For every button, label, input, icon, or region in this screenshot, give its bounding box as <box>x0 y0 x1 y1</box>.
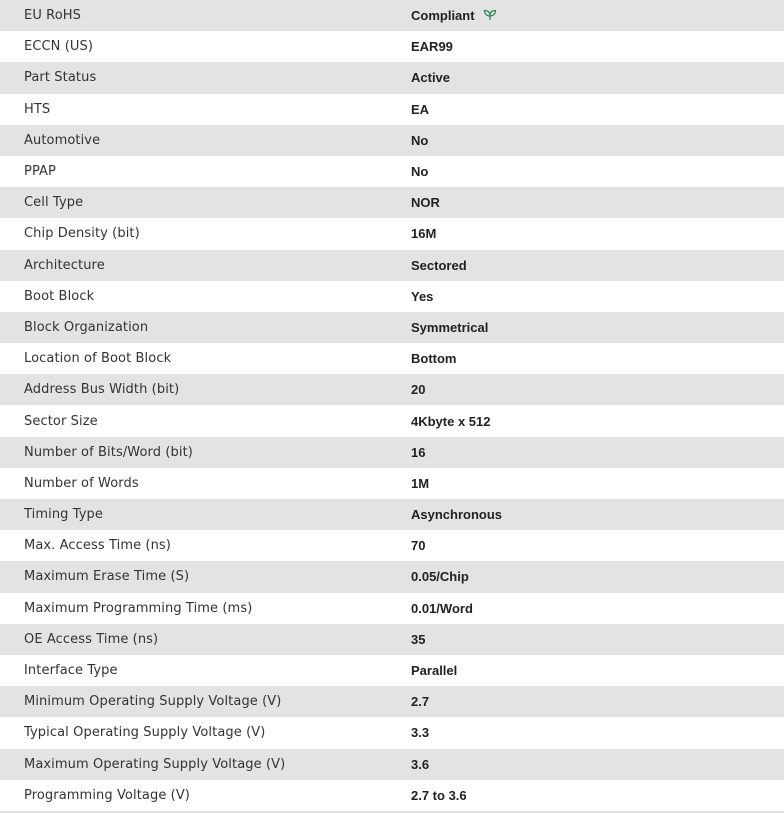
spec-label: Part Status <box>24 70 97 86</box>
spec-value: 3.3 <box>411 725 430 741</box>
spec-row <box>0 125 784 156</box>
spec-row <box>0 156 784 187</box>
spec-value: 20 <box>411 382 426 398</box>
spec-value: No <box>411 164 429 180</box>
spec-label: Number of Bits/Word (bit) <box>24 444 193 460</box>
spec-label: Max. Access Time (ns) <box>24 538 171 554</box>
spec-label: Maximum Operating Supply Voltage (V) <box>24 756 286 772</box>
spec-row <box>0 686 784 717</box>
spec-value: Bottom <box>411 351 457 367</box>
spec-row <box>0 94 784 125</box>
spec-row <box>0 624 784 655</box>
spec-row <box>0 468 784 499</box>
spec-row <box>0 437 784 468</box>
spec-label: Block Organization <box>24 319 149 335</box>
spec-row <box>0 218 784 249</box>
spec-row <box>0 655 784 686</box>
spec-label: Minimum Operating Supply Voltage (V) <box>24 694 282 710</box>
spec-row <box>0 749 784 780</box>
spec-value: Sectored <box>411 257 467 273</box>
spec-value: No <box>411 132 429 148</box>
spec-row <box>0 62 784 93</box>
spec-row <box>0 187 784 218</box>
spec-value: 3.6 <box>411 756 430 772</box>
spec-label: Sector Size <box>24 413 98 429</box>
spec-label: Address Bus Width (bit) <box>24 382 180 398</box>
spec-value: Compliant <box>411 8 475 24</box>
spec-row <box>0 405 784 436</box>
spec-label: Chip Density (bit) <box>24 226 140 242</box>
spec-label: Cell Type <box>24 195 84 211</box>
spec-label: Programming Voltage (V) <box>24 787 190 803</box>
spec-value: 16 <box>411 444 426 460</box>
spec-row <box>0 374 784 405</box>
spec-value: 70 <box>411 538 426 554</box>
spec-value: Yes <box>411 288 434 304</box>
spec-label: Boot Block <box>24 288 95 304</box>
spec-label: Maximum Erase Time (S) <box>24 569 190 585</box>
spec-row <box>0 499 784 530</box>
spec-value: NOR <box>411 195 440 211</box>
spec-row <box>0 312 784 343</box>
spec-label: Number of Words <box>24 475 139 491</box>
spec-label: Maximum Programming Time (ms) <box>24 600 253 616</box>
spec-label: Automotive <box>24 132 101 148</box>
spec-label: EU RoHS <box>24 8 81 24</box>
spec-label: ECCN (US) <box>24 39 94 55</box>
spec-row <box>0 0 784 31</box>
spec-value: Symmetrical <box>411 319 489 335</box>
spec-value: 0.01/Word <box>411 600 473 616</box>
spec-row <box>0 561 784 592</box>
spec-value: 4Kbyte x 512 <box>411 413 491 429</box>
spec-value: Active <box>411 70 451 86</box>
spec-label: Location of Boot Block <box>24 351 172 367</box>
spec-value: Asynchronous <box>411 507 503 523</box>
spec-label: PPAP <box>24 164 56 180</box>
spec-value: Parallel <box>411 663 458 679</box>
spec-row <box>0 593 784 624</box>
spec-value: EA <box>411 101 430 117</box>
spec-label: Architecture <box>24 257 105 273</box>
spec-value: EAR99 <box>411 39 453 55</box>
spec-value: 2.7 <box>411 694 430 710</box>
spec-label: Interface Type <box>24 663 118 679</box>
spec-row <box>0 343 784 374</box>
spec-row <box>0 281 784 312</box>
spec-row <box>0 717 784 748</box>
spec-row <box>0 780 784 811</box>
spec-label: HTS <box>24 101 51 117</box>
spec-value: 1M <box>411 475 430 491</box>
spec-value: 0.05/Chip <box>411 569 469 585</box>
spec-value: 2.7 to 3.6 <box>411 787 467 803</box>
spec-value: 16M <box>411 226 437 242</box>
table-bottom-divider <box>0 811 784 813</box>
spec-label: Timing Type <box>24 507 104 523</box>
spec-value-cell <box>411 0 784 31</box>
spec-row <box>0 31 784 62</box>
leaf-icon <box>483 9 497 21</box>
spec-label: Typical Operating Supply Voltage (V) <box>24 725 266 741</box>
spec-row <box>0 250 784 281</box>
spec-row <box>0 530 784 561</box>
spec-value: 35 <box>411 631 426 647</box>
spec-label: OE Access Time (ns) <box>24 631 159 647</box>
